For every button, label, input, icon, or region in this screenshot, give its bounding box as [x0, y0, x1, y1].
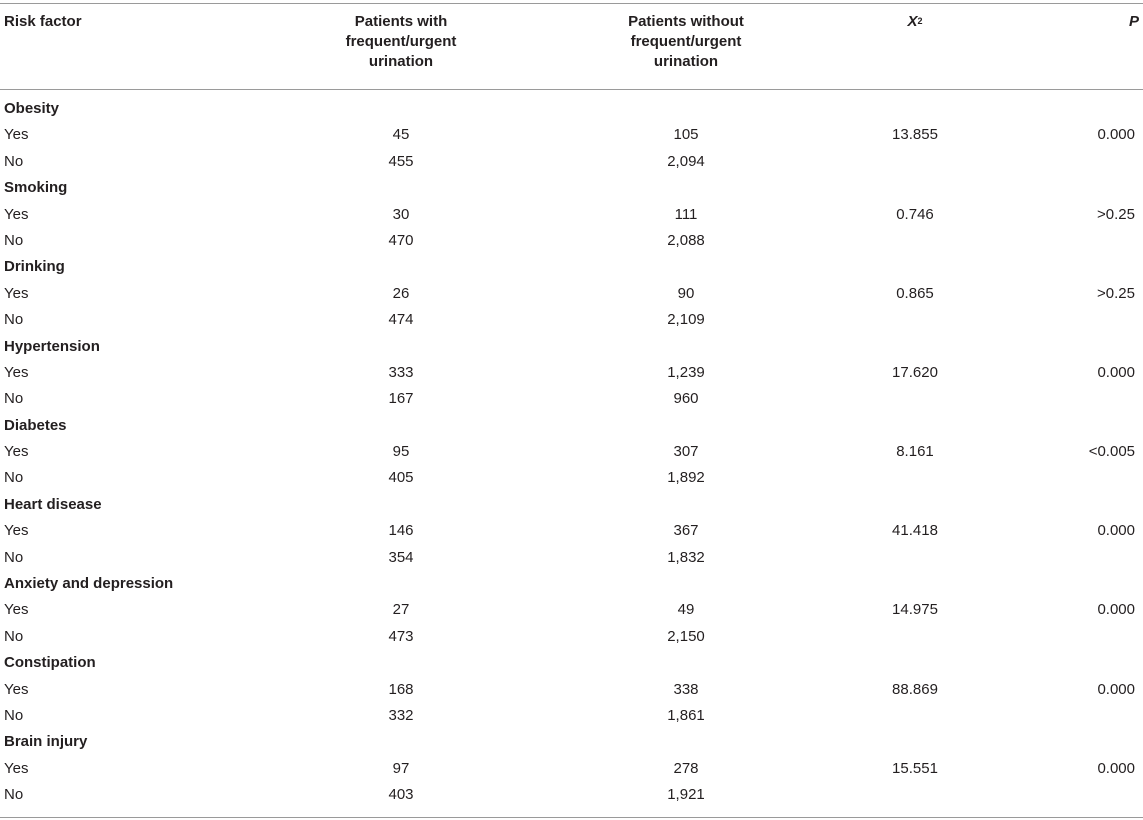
- table-row: [0, 465, 1143, 491]
- cell-patients-without: 49: [677, 601, 695, 619]
- cell-p-value: 0.000: [1097, 680, 1135, 698]
- cell-patients-with: 470: [388, 231, 414, 249]
- group-row: [0, 175, 1143, 201]
- cell-chi-square: 0.865: [896, 284, 934, 302]
- header-chi-base: X: [907, 13, 918, 30]
- row-label: Yes: [4, 205, 29, 223]
- group-row: [0, 571, 1143, 597]
- group-label: Obesity: [4, 100, 60, 117]
- header-chi-sup: 2: [917, 16, 923, 26]
- cell-p-value: 0.000: [1097, 126, 1135, 144]
- table-top-rule: [0, 3, 1143, 4]
- cell-patients-with: 403: [388, 786, 414, 804]
- cell-patients-with: 146: [388, 522, 414, 540]
- row-label: Yes: [4, 126, 29, 144]
- cell-p-value: 0.000: [1097, 522, 1135, 540]
- cell-patients-without: 2,150: [667, 627, 705, 645]
- group-label: Hypertension: [4, 337, 100, 355]
- cell-patients-without: 367: [673, 522, 699, 540]
- cell-chi-square: 88.869: [892, 680, 938, 698]
- table-row: [0, 439, 1143, 465]
- cell-patients-without: 960: [673, 390, 699, 408]
- group-row: [0, 96, 1143, 122]
- cell-patients-with: 332: [388, 706, 414, 724]
- group-row: [0, 650, 1143, 676]
- group-label: Anxiety and depression: [4, 575, 174, 593]
- cell-patients-with: 455: [388, 152, 414, 170]
- group-row: [0, 492, 1143, 518]
- cell-patients-without: 111: [674, 205, 698, 223]
- row-label: Yes: [4, 522, 29, 540]
- table-row: [0, 360, 1143, 386]
- table-header-rule: [0, 89, 1143, 90]
- cell-chi-square: 13.855: [892, 126, 938, 144]
- header-p-value: P: [1128, 13, 1139, 30]
- cell-patients-with: 354: [388, 548, 414, 566]
- group-row: [0, 254, 1143, 280]
- cell-patients-with: 405: [388, 469, 414, 487]
- table-row: [0, 228, 1143, 254]
- header-patients-without: [571, 12, 801, 72]
- cell-chi-square: 14.975: [892, 601, 938, 619]
- cell-chi-square: 41.418: [892, 522, 938, 540]
- table-row: [0, 677, 1143, 703]
- cell-patients-without: 307: [673, 443, 699, 461]
- row-label: Yes: [4, 363, 29, 381]
- table-row: [0, 518, 1143, 544]
- header-without-line: Patients without: [628, 13, 744, 30]
- header-with-line: Patients with: [354, 13, 448, 30]
- header-risk-factor: Risk factor: [4, 13, 82, 30]
- table-row: [0, 202, 1143, 228]
- table-row: [0, 307, 1143, 333]
- table-bottom-rule: [0, 817, 1143, 818]
- header-with-line: frequent/urgent: [345, 33, 457, 50]
- cell-patients-without: 278: [673, 759, 699, 777]
- cell-patients-with: 45: [392, 126, 410, 144]
- header-chi-square: [870, 12, 960, 32]
- row-label: No: [4, 548, 24, 566]
- cell-p-value: <0.005: [1088, 443, 1135, 461]
- cell-p-value: 0.000: [1097, 601, 1135, 619]
- header-patients-with: [286, 12, 516, 72]
- cell-patients-without: 2,109: [667, 311, 705, 329]
- cell-chi-square: 17.620: [892, 363, 938, 381]
- cell-p-value: 0.000: [1097, 759, 1135, 777]
- row-label: No: [4, 311, 24, 329]
- table-row: [0, 703, 1143, 729]
- group-row: [0, 729, 1143, 755]
- cell-patients-without: 1,892: [667, 469, 705, 487]
- group-label: Constipation: [4, 654, 96, 672]
- cell-patients-without: 1,832: [667, 548, 705, 566]
- row-label: Yes: [4, 601, 29, 619]
- header-without-line: frequent/urgent: [630, 33, 742, 50]
- cell-patients-without: 2,088: [667, 231, 705, 249]
- cell-patients-with: 473: [388, 627, 414, 645]
- table-row: [0, 756, 1143, 782]
- cell-chi-square: 8.161: [896, 443, 934, 461]
- table-row: [0, 386, 1143, 412]
- cell-patients-without: 105: [673, 126, 699, 144]
- table-row: [0, 149, 1143, 175]
- cell-chi-square: 0.746: [896, 205, 934, 223]
- table-row: [0, 624, 1143, 650]
- row-label: Yes: [4, 680, 29, 698]
- cell-patients-without: 90: [677, 284, 695, 302]
- row-label: Yes: [4, 759, 29, 777]
- table-row: [0, 122, 1143, 148]
- cell-patients-with: 27: [392, 601, 410, 619]
- row-label: No: [4, 706, 24, 724]
- group-label: Heart disease: [4, 495, 102, 513]
- cell-patients-with: 333: [388, 363, 414, 381]
- group-label: Diabetes: [4, 416, 67, 434]
- cell-patients-with: 95: [392, 443, 410, 461]
- cell-patients-without: 1,239: [667, 363, 705, 381]
- table-row: [0, 281, 1143, 307]
- row-label: No: [4, 152, 24, 170]
- group-label: Brain injury: [4, 733, 88, 751]
- group-row: [0, 413, 1143, 439]
- cell-patients-with: 26: [392, 284, 410, 302]
- row-label: No: [4, 786, 24, 804]
- group-label: Smoking: [4, 179, 68, 197]
- cell-patients-without: 1,921: [667, 786, 705, 804]
- group-row: [0, 334, 1143, 360]
- row-label: Yes: [4, 284, 29, 302]
- table-header: [0, 12, 1143, 82]
- cell-patients-with: 30: [392, 205, 410, 223]
- cell-patients-with: 167: [388, 390, 414, 408]
- header-with-line: urination: [368, 53, 434, 70]
- cell-chi-square: 15.551: [892, 759, 938, 777]
- cell-patients-without: 1,861: [667, 706, 705, 724]
- cell-p-value: 0.000: [1097, 363, 1135, 381]
- group-label: Drinking: [4, 258, 65, 276]
- cell-patients-with: 168: [388, 680, 414, 698]
- cell-p-value: >0.25: [1097, 205, 1135, 223]
- table-row: [0, 782, 1143, 808]
- table-row: [0, 597, 1143, 623]
- cell-p-value: >0.25: [1097, 284, 1135, 302]
- row-label: No: [4, 469, 24, 487]
- header-without-line: urination: [653, 53, 719, 70]
- row-label: No: [4, 231, 24, 249]
- cell-patients-with: 474: [388, 311, 414, 329]
- table-body: [0, 96, 1143, 809]
- cell-patients-without: 2,094: [667, 152, 705, 170]
- table-row: [0, 545, 1143, 571]
- row-label: Yes: [4, 443, 29, 461]
- cell-patients-with: 97: [392, 759, 410, 777]
- row-label: No: [4, 627, 24, 645]
- cell-patients-without: 338: [673, 680, 699, 698]
- row-label: No: [4, 390, 24, 408]
